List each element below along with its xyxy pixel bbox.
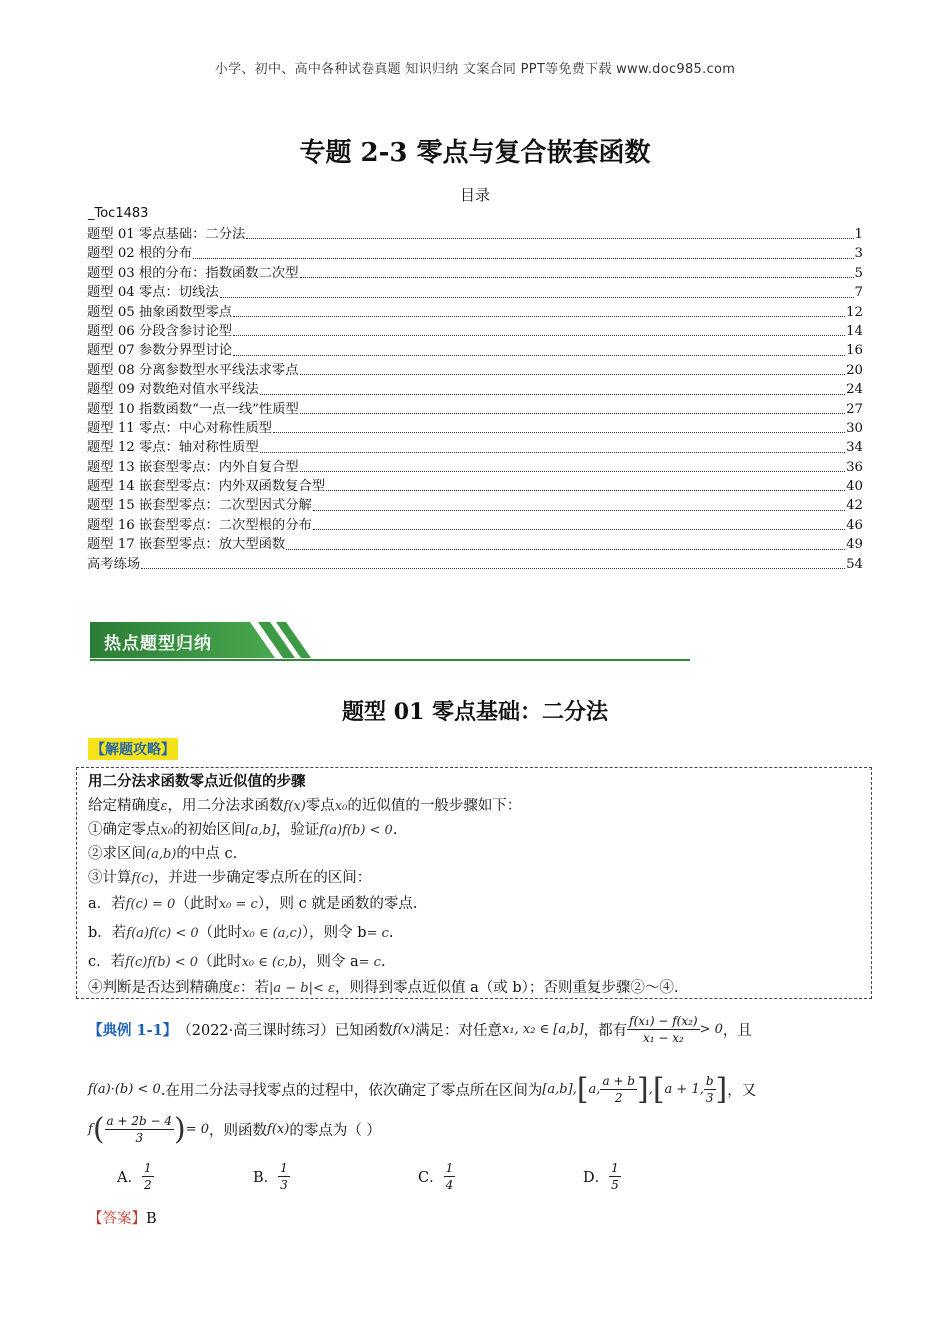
toc-leader-dots [260,394,845,395]
section-banner-underline [90,659,690,661]
fraction-b-over-3: $\frac{b}{3}$ [705,1074,714,1105]
toc-entry[interactable] [87,225,863,244]
toc-entry-page: 24 [846,382,863,398]
strategy-line-3: ②求区间(a,b)的中点 c. [88,846,238,862]
toc-entry-title[interactable]: 题型 16 嵌套型零点：二次型根的分布 [87,517,312,533]
site-banner: 小学、初中、高中各种试卷真题 知识归纳 文案合同 PPT等免费下载 www.doc985.com [214,62,736,77]
toc-leader-dots [300,277,854,278]
toc-entry[interactable] [87,283,863,302]
toc-entry-title[interactable]: 题型 06 分段含参讨论型 [87,323,233,339]
toc-entry[interactable] [87,380,863,399]
strategy-heading: 用二分法求函数零点近似值的步骤 [88,774,306,790]
toc-entry-title[interactable]: 题型 07 参数分界型讨论 [87,343,233,359]
strategy-tag: 【解题攻略】 [88,738,178,760]
toc-leader-dots [260,452,845,453]
toc-entry-title[interactable]: 题型 03 根的分布：指数函数二次型 [87,265,299,281]
toc-leader-dots [233,355,845,356]
answer-value: B [146,1211,157,1227]
toc-entry-page: 49 [846,537,863,553]
toc-entry-title[interactable]: 题型 15 嵌套型零点：二次型因式分解 [87,498,312,514]
toc-entry-page: 5 [854,265,863,281]
toc-leader-dots [233,316,845,317]
toc-entry-page: 54 [846,556,863,572]
toc-entry-page: 16 [846,343,863,359]
toc-entry-title[interactable]: 题型 13 嵌套型零点：内外自复合型 [87,459,299,475]
toc-entry-page: 7 [854,285,863,301]
toc-leader-dots [326,490,845,491]
toc-entry[interactable] [87,516,863,535]
toc-leader-dots [300,471,846,472]
toc-entry-page: 3 [854,246,863,262]
toc-entry[interactable] [87,400,863,419]
toc-entry-page: 34 [846,440,863,456]
toc-leader-dots [286,549,845,550]
example-line-2: f(a)·(b) < 0 .在用二分法寻找零点的过程中，依次确定了零点所在区间为 [a,b], [ a, $\frac{a + b}{2}$ ] , [ a + 1, $\frac{b}{3}$ ] ，又 [88,1072,757,1107]
toc-leader-dots [313,510,845,511]
toc-entry-title[interactable]: 题型 02 根的分布 [87,246,193,262]
example-label: 【典例 1-1】 [88,1022,178,1039]
toc-heading: 目录 [459,186,490,204]
toc-entry-page: 36 [846,459,863,475]
answer-tag: 【答案】 [88,1211,146,1227]
toc-leader-dots [300,374,846,375]
toc-leader-dots [273,432,845,433]
answer-line [88,1207,157,1228]
strategy-line-8: ④判断是否达到精确度ε：若|a − b|< ε，则得到零点近似值 a（或 b）；否则重复步骤②～④. [88,980,679,996]
strategy-line-4: ③计算f(c)，并进一步确定零点所在的区间： [88,870,372,886]
toc-entry[interactable] [87,535,863,554]
toc-entry[interactable] [87,438,863,457]
toc-entry[interactable] [87,361,863,380]
toc-entry-title[interactable]: 题型 10 指数函数“一点一线”性质型 [87,401,299,417]
toc-entry-title[interactable]: 题型 01 零点基础：二分法 [87,226,246,242]
toc-leader-dots [233,335,845,336]
strategy-line-7: c．若f(c)f(b) < 0（此时x₀ ∈ (c,b)，则令 a= c. [88,954,386,970]
strategy-line-2: ①确定零点x₀的初始区间[a,b]，验证f(a)f(b) < 0. [88,822,398,838]
fraction-midpoint: $\frac{a + b}{2}$ [602,1074,635,1105]
toc-entry[interactable] [87,322,863,341]
section-banner-label: 热点题型归纳 [104,634,212,654]
option-a: A． $\frac{1}{2}$ [117,1161,152,1192]
option-d: D． $\frac{1}{5}$ [583,1161,619,1192]
table-of-contents [87,225,863,574]
fraction-difference-quotient: $\frac{\text{f(x₁) − f(x₂)}}{\text{x₁ − x₂}}$ [629,1014,698,1045]
toc-entry[interactable] [87,458,863,477]
toc-leader-dots [141,568,845,569]
example-line-1: 【典例 1-1】 （2022·高三课时练习）已知函数 f(x) 满足：对任意 x₁, x₂ ∈ [a,b] ，都有 $\frac{\text{f(x₁) − f(x₂)}}{\text{x₁ − x₂}}$ > 0 ，且 [88,1014,752,1045]
strategy-line-1: 给定精确度ε，用二分法求函数f(x)零点x₀的近似值的一般步骤如下： [88,798,522,814]
example-line-3: f ( $\frac{a + 2b - 4}{3}$ ) = 0 ，则函数 f(x) 的零点为（ ） [88,1112,381,1147]
toc-entry-title[interactable]: 题型 17 嵌套型零点：放大型函数 [87,537,286,553]
toc-entry-page: 1 [854,226,863,242]
toc-entry-page: 27 [846,401,863,417]
toc-leader-dots [246,238,853,239]
toc-leader-dots [193,258,853,259]
toc-entry[interactable] [87,303,863,322]
toc-entry-page: 40 [846,479,863,495]
toc-entry-page: 42 [846,498,863,514]
toc-entry-title[interactable]: 题型 14 嵌套型零点：内外双函数复合型 [87,479,326,495]
toc-entry[interactable] [87,244,863,263]
toc-leader-dots [300,413,845,414]
toc-entry-page: 46 [846,517,863,533]
strategy-line-6: b．若f(a)f(c) < 0（此时x₀ ∈ (a,c)），则令 b= c. [88,925,394,941]
section-title: 题型 01 零点基础：二分法 [342,699,608,725]
toc-leader-dots [313,529,845,530]
toc-entry-title[interactable]: 题型 08 分离参数型水平线法求零点 [87,362,299,378]
toc-leader-dots [220,297,854,298]
document-title: 专题 2-3 零点与复合嵌套函数 [299,138,651,168]
fraction-condition: $\frac{a + 2b - 4}{3}$ [106,1114,173,1145]
toc-entry-title[interactable]: 题型 09 对数绝对值水平线法 [87,382,259,398]
toc-entry-title[interactable]: 题型 05 抽象函数型零点 [87,304,233,320]
toc-anchor: _Toc1483 [88,206,149,221]
toc-entry-page: 30 [846,420,863,436]
toc-entry[interactable] [87,419,863,438]
toc-entry-title[interactable]: 题型 12 零点：轴对称性质型 [87,440,259,456]
toc-entry-page: 20 [846,362,863,378]
toc-entry-page: 12 [846,304,863,320]
toc-entry[interactable] [87,341,863,360]
toc-entry[interactable] [87,264,863,283]
toc-entry[interactable] [87,496,863,515]
strategy-line-5: a．若f(c) = 0（此时x₀ = c），则 c 就是函数的零点. [88,896,418,912]
option-c: C． $\frac{1}{4}$ [418,1161,454,1192]
toc-entry-title[interactable]: 题型 04 零点：切线法 [87,285,219,301]
toc-entry[interactable] [87,555,863,574]
option-b: B． $\frac{1}{3}$ [253,1161,288,1192]
toc-entry[interactable] [87,477,863,496]
toc-entry-page: 14 [846,323,863,339]
toc-entry-title[interactable]: 题型 11 零点：中心对称性质型 [87,420,272,436]
toc-entry-title[interactable]: 高考练场 [87,556,141,572]
